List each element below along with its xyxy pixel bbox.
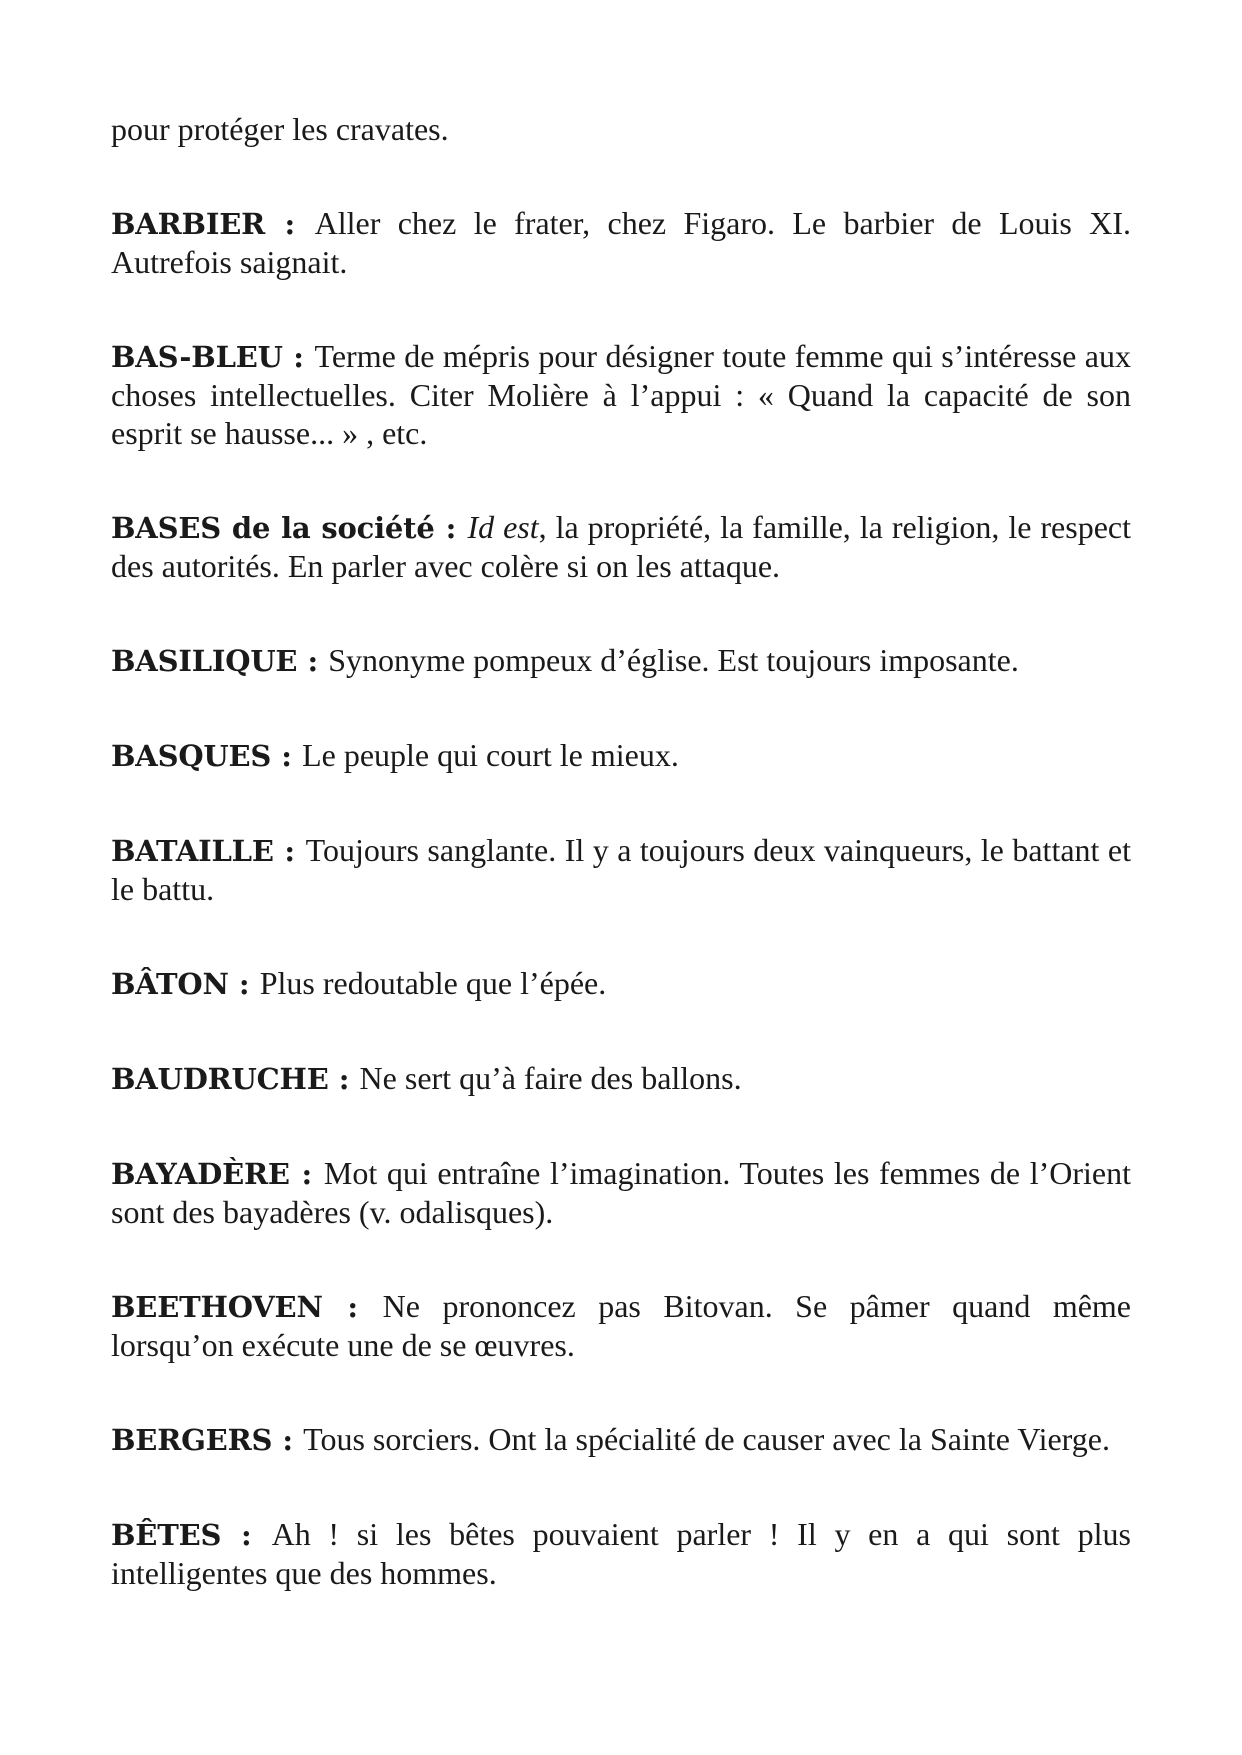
entry-basilique bbox=[111, 641, 1131, 680]
entry-term: BASQUES bbox=[111, 739, 272, 773]
entry-definition: Aller chez le frater, chez Figaro. Le barbier de Louis XI. Autrefois saignait. bbox=[111, 205, 1132, 280]
entry-term: BATAILLE bbox=[111, 834, 274, 868]
entry-baudruche bbox=[111, 1059, 1131, 1098]
entry-separator: : bbox=[221, 1518, 272, 1552]
entry-bergers bbox=[111, 1420, 1131, 1459]
entry-separator: : bbox=[272, 1423, 304, 1457]
entry-term: BASES bbox=[111, 511, 222, 545]
entry-separator: : bbox=[228, 967, 260, 1001]
entry-definition: Ne prononcez pas Bitovan. Se pâmer quand même lorsqu’on exécute une de se œuvres. bbox=[111, 1288, 1132, 1363]
entry-term: BEETHOVEN bbox=[111, 1290, 323, 1324]
entry-bases bbox=[111, 508, 1131, 585]
entry-term: BERGERS bbox=[111, 1423, 273, 1457]
entry-beethoven bbox=[111, 1287, 1131, 1364]
entry-term: BAS-BLEU bbox=[111, 340, 283, 374]
entry-separator: : bbox=[265, 207, 315, 241]
entry-definition: Plus redoutable que l’épée. bbox=[259, 965, 607, 1001]
entry-term-subtitle: de la société bbox=[221, 511, 435, 545]
entry-definition: Ah ! si les bêtes pouvaient parler ! Il y en a qui sont plus intelligentes que des hommes. bbox=[111, 1516, 1132, 1591]
entry-definition: Le peuple qui court le mieux. bbox=[302, 737, 679, 773]
entry-separator: : bbox=[434, 511, 468, 545]
entry-separator: : bbox=[322, 1290, 383, 1324]
entry-basques bbox=[111, 736, 1131, 775]
entry-separator: : bbox=[282, 340, 315, 374]
entry-definition: , la propriété, la famille, la religion, le respect des autorités. En parler avec colère si on les attaque. bbox=[111, 509, 1131, 584]
entry-separator: : bbox=[297, 644, 329, 678]
entry-barbier bbox=[111, 204, 1131, 281]
entry-term: BÂTON bbox=[111, 967, 229, 1001]
entry-bayadere bbox=[111, 1154, 1131, 1231]
document-page bbox=[111, 110, 1131, 1592]
entry-separator: : bbox=[289, 1157, 324, 1191]
entry-definition: Toujours sanglante. Il y a toujours deux vainqueurs, le battant et le battu. bbox=[111, 832, 1131, 907]
entry-definition: Mot qui entraîne l’imagination. Toutes les femmes de l’Orient sont des bayadères (v. odalisques). bbox=[111, 1155, 1132, 1230]
entry-term: BASILIQUE bbox=[111, 644, 298, 678]
entry-separator: : bbox=[328, 1062, 360, 1096]
entry-term: BÊTES bbox=[111, 1518, 222, 1552]
entry-separator: : bbox=[271, 739, 303, 773]
entry-separator: : bbox=[273, 834, 306, 868]
entry-betes bbox=[111, 1515, 1131, 1592]
entry-term: BAUDRUCHE bbox=[111, 1062, 329, 1096]
entry-term: BAYADÈRE bbox=[111, 1157, 290, 1191]
entry-bas-bleu bbox=[111, 337, 1131, 452]
entry-definition: Terme de mépris pour désigner toute femme qui s’intéresse aux choses intellectuelles. Citer Molière à l’appui : « Quand la capacité de son esprit se hausse... » , etc. bbox=[111, 338, 1131, 451]
entry-definition: Synonyme pompeux d’église. Est toujours imposante. bbox=[328, 642, 1019, 678]
entry-baton bbox=[111, 964, 1131, 1003]
continuation-paragraph: pour protéger les cravates. bbox=[111, 111, 449, 147]
entry-term: BARBIER bbox=[111, 207, 265, 241]
entry-definition: Ne sert qu’à faire des ballons. bbox=[359, 1060, 742, 1096]
entry-emphasis: Id est bbox=[467, 509, 539, 545]
entry-definition: Tous sorciers. Ont la spécialité de causer avec la Sainte Vierge. bbox=[303, 1421, 1110, 1457]
entry-bataille bbox=[111, 831, 1131, 908]
